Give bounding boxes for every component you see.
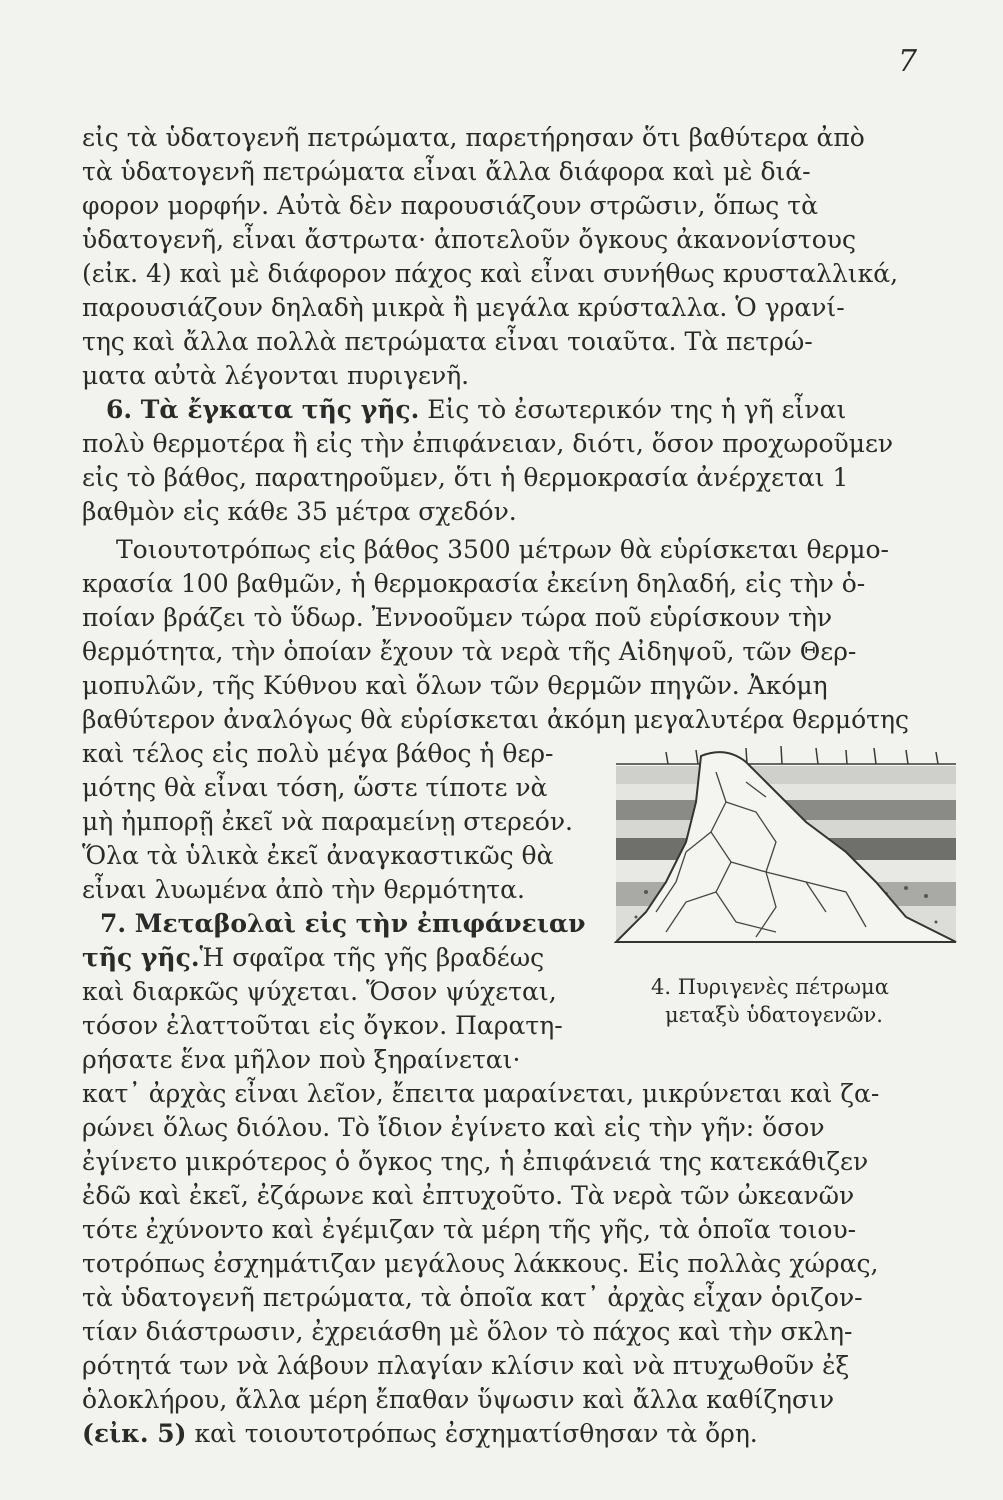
text-line: τοτρόπως ἐσχημάτιζαν μεγάλους λάκκους. Εἰς πολλὰς χώρας, [82, 1249, 879, 1278]
text-line: τόσον ἐλαττοῦται εἰς ὄγκον. Παρατη- [82, 1011, 563, 1040]
text-line: τότε ἐχύνοντο καὶ ἐγέμιζαν τὰ μέρη τῆς γῆς, τὰ ὁποῖα τοιου- [82, 1215, 857, 1244]
text-line-last [82, 1418, 758, 1450]
text-line: ὁλοκλήρου, ἄλλα μέρη ἔπαθαν ὕψωσιν καὶ ἄλλα καθίζησιν [82, 1385, 835, 1414]
text-line: εἰς τὸ βάθος, παρατηροῦμεν, ὅτι ἡ θερμοκρασία ἀνέρχεται 1 [82, 463, 849, 492]
text-line: μὴ ἠμπορῇ ἐκεῖ νὰ παραμείνῃ στερεόν. [82, 807, 573, 836]
text-run: Εἰς τὸ ἐσωτερικόν της ἡ γῆ εἶναι [419, 395, 847, 424]
text-line: (εἰκ. 4) καὶ μὲ διάφορον πάχος καὶ εἶναι συνήθως κρυσταλλικά, [82, 259, 899, 288]
text-line: καὶ διαρκῶς ψύχεται. Ὅσον ψύχεται, [82, 977, 557, 1006]
text-line: εἰς τὰ ὑδατογενῆ πετρώματα, παρετήρησαν ὅτι βαθύτερα ἀπὸ [82, 123, 865, 152]
text-line: ρήσατε ἕνα μῆλον ποὺ ξηραίνεται· [82, 1045, 521, 1074]
text-line: κατ᾿ ἀρχὰς εἶναι λεῖον, ἔπειτα μαραίνεται, μικρύνεται καὶ ζα- [82, 1079, 880, 1108]
section-7-title-end: τῆς γῆς. [82, 943, 200, 972]
text-line: θερμότητα, τὴν ὁποίαν ἔχουν τὰ νερὰ τῆς Αἰδηψοῦ, τῶν Θερ- [82, 637, 857, 666]
text-line: πολὺ θερμοτέρα ἢ εἰς τὴν ἐπιφάνειαν, διότι, ὅσον προχωροῦμεν [82, 429, 894, 458]
text-line: ἐγίνετο μικρότερος ὁ ὄγκος της, ἡ ἐπιφάνειά της κατεκάθιζεν [82, 1147, 869, 1176]
text-line: τὰ ὑδατογενῆ πετρώματα εἶναι ἄλλα διάφορα καὶ μὲ διά- [82, 157, 811, 186]
page-number: 7 [898, 44, 918, 79]
text-line: μότης θὰ εἶναι τόση, ὥστε τίποτε νὰ [82, 773, 548, 802]
text-line: Τοιουτοτρόπως εἰς βάθος 3500 μέτρων θὰ εὑρίσκεται θερμο- [116, 535, 889, 564]
text-line: τὰ ὑδατογενῆ πετρώματα, τὰ ὁποῖα κατ᾿ ἀρχὰς εἶχαν ὁριζον- [82, 1283, 863, 1312]
text-line: παρουσιάζουν δηλαδὴ μικρὰ ἢ μεγάλα κρύσταλλα. Ὁ γρανί- [82, 293, 845, 322]
text-line: ὑδατογενῆ, εἶναι ἄστρωτα· ἀποτελοῦν ὄγκους ἀκανονίστους [82, 225, 857, 254]
text-line: καὶ τέλος εἰς πολὺ μέγα βάθος ἡ θερ- [82, 739, 554, 768]
section-heading-7: 7. Μεταβολαὶ εἰς τὴν ἐπιφάνειαν [100, 909, 586, 938]
text-line: ρώνει ὅλως διόλου. Τὸ ἴδιον ἐγίνετο καὶ εἰς τὴν γῆν: ὅσον [82, 1113, 825, 1142]
text-line: φορον μορφήν. Αὐτὰ δὲν παρουσιάζουν στρῶσιν, ὅπως τὰ [82, 191, 818, 220]
figure-caption-line-2: μεταξὺ ὑδατογενῶν. [665, 1003, 883, 1027]
text-line: της καὶ ἄλλα πολλὰ πετρώματα εἶναι τοιαῦτα. Τὰ πετρώ- [82, 327, 813, 356]
text-run: καὶ τοιουτοτρόπως ἐσχηματίσθησαν τὰ ὄρη. [186, 1419, 758, 1448]
text-line: Ὅλα τὰ ὑλικὰ ἐκεῖ ἀναγκαστικῶς θὰ [82, 841, 554, 870]
text-line: κρασία 100 βαθμῶν, ἡ θερμοκρασία ἐκείνη δηλαδή, εἰς τὴν ὁ- [82, 569, 866, 598]
figure-caption-line-1: 4. Πυριγενὲς πέτρωμα [651, 975, 889, 999]
text-line: τίαν διάστρωσιν, ἐχρειάσθη μὲ ὅλον τὸ πάχος καὶ τὴν σκλη- [82, 1317, 853, 1346]
text-run: Ἡ σφαῖρα τῆς γῆς βραδέως [199, 943, 545, 972]
igneous-rock-illustration [606, 742, 962, 952]
text-line: εἶναι λυωμένα ἀπὸ τὴν θερμότητα. [82, 875, 525, 904]
text-line: ματα αὐτὰ λέγονται πυριγενῆ. [82, 361, 470, 390]
text-line: μοπυλῶν, τῆς Κύθνου καὶ ὅλων τῶν θερμῶν πηγῶν. Ἀκόμη [82, 671, 828, 700]
figure-igneous-rock [606, 742, 962, 952]
section-7-line [82, 942, 544, 974]
text-line: βαθμὸν εἰς κάθε 35 μέτρα σχεδόν. [82, 497, 517, 526]
figure-reference: (εἰκ. 5) [82, 1419, 187, 1448]
text-line: βαθύτερον ἀναλόγως θὰ εὑρίσκεται ἀκόμη μεγαλυτέρα θερμότης [82, 705, 909, 734]
section-6-title: 6. Τὰ ἔγκατα τῆς γῆς. [106, 395, 420, 424]
text-line: ρότητά των νὰ λάβουν πλαγίαν κλίσιν καὶ νὰ πτυχωθοῦν ἐξ [82, 1351, 850, 1380]
section-heading-6 [106, 394, 846, 426]
text-line: ἐδῶ καὶ ἐκεῖ, ἐζάρωνε καὶ ἐπτυχοῦτο. Τὰ νερὰ τῶν ὠκεανῶν [82, 1181, 855, 1210]
text-line: ποίαν βράζει τὸ ὕδωρ. Ἐννοοῦμεν τώρα ποῦ εὑρίσκουν τὴν [82, 603, 833, 632]
